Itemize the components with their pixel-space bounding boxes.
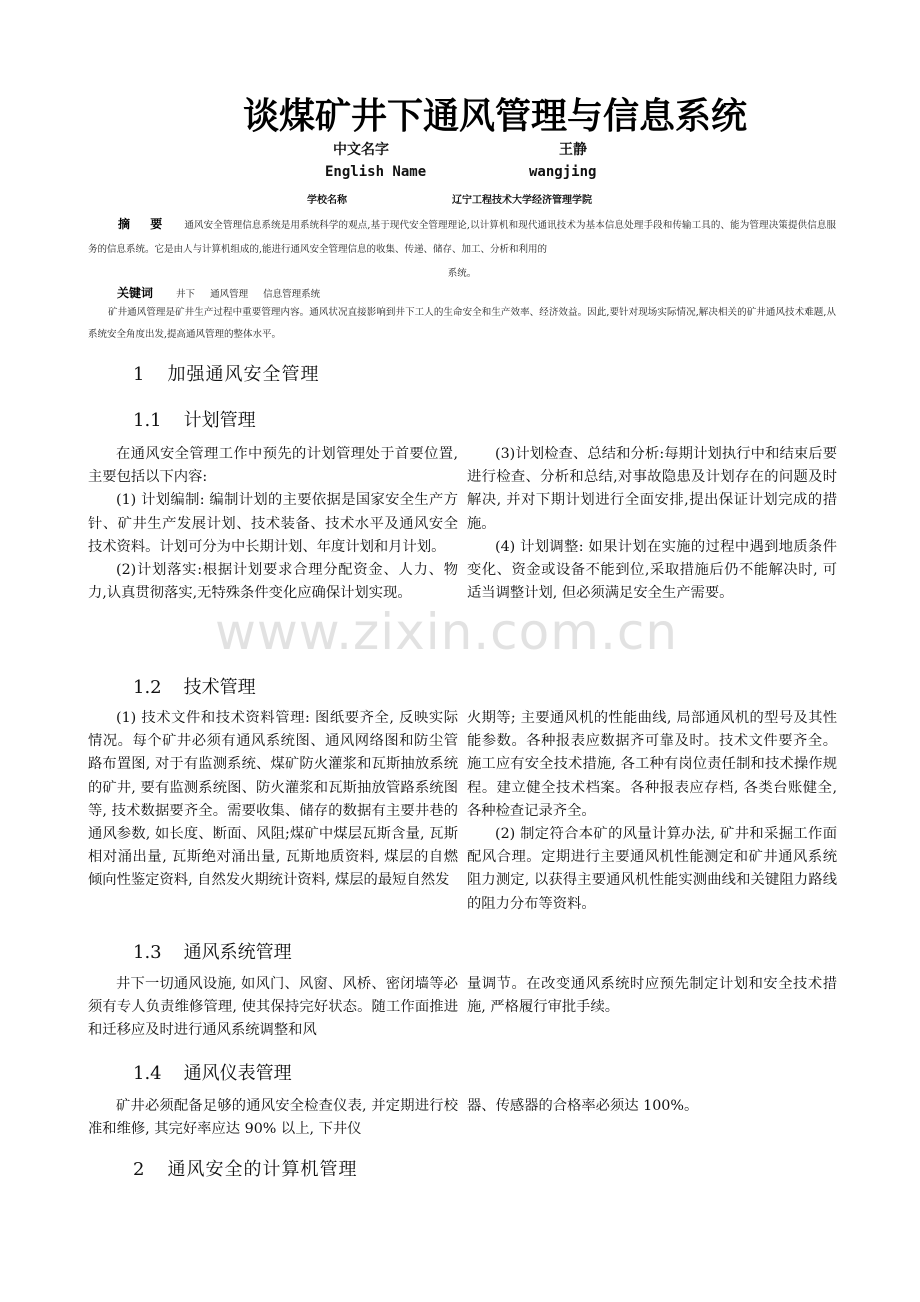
- section-number: 1.4: [133, 1063, 162, 1084]
- keywords: [117, 284, 332, 301]
- paragraph: (2) 制定符合本矿的风量计算办法, 矿井和采掘工作面配风合理。定期进行主要通风机性能测定和矿井通风系统阻力测定, 以获得主要通风机性能实测曲线和关键阻力路线的阻力分布等资料。: [467, 826, 837, 912]
- section-title: 通风仪表管理: [183, 1063, 292, 1084]
- section-2-heading: [133, 1155, 357, 1181]
- paragraph: 量调节。在改变通风系统时应预先制定计划和安全技术措施, 严格履行审批手续。: [467, 976, 837, 1016]
- section-1-heading: [133, 360, 319, 386]
- en-name: wangjing: [529, 164, 597, 180]
- section-title: 加强通风安全管理: [167, 364, 320, 385]
- en-name-label: English Name: [325, 164, 427, 180]
- keyword-item: 信息管理系统: [263, 289, 321, 300]
- section-1-4-right-column: [467, 1095, 837, 1118]
- paragraph: (1) 技术文件和技术资料管理: 图纸要齐全, 反映实际情况。每个矿井必须有通风系统图、通风网络图和防尘管路布置图, 对于有监测系统、煤矿防火灌浆和瓦斯抽放系统的矿井, 要有监测系统图、防火灌浆和瓦斯抽放管路系统图等, 技术数据要齐全。需要收集、储存的数据有主要井巷的通风参数, 如长度、断面、风阻;煤矿中煤层瓦斯含量, 瓦斯相对涌出量, 瓦斯绝对涌出量, 瓦斯地质资料, 煤层的自燃倾向性鉴定资料, 自然发火期统计资料, 煤层的最短自然发: [88, 710, 458, 889]
- section-1-3-right-column: [467, 973, 837, 1019]
- section-1-2-right-column: [467, 707, 837, 916]
- abstract: [88, 212, 836, 286]
- section-1-1-right-column: [467, 443, 837, 605]
- keywords-label: 关键词: [117, 286, 154, 300]
- intro-paragraph: 矿井通风管理是矿井生产过程中重要管理内容。通风状况直接影响到井下工人的生命安全和生产效率、经济效益。因此,要针对现场实际情况,解决相关的矿井通风技术难题,从系统安全角度出发,提高通风管理的整体水平。: [88, 307, 836, 340]
- abstract-label: 摘 要: [118, 217, 167, 231]
- keyword-item: 井下: [176, 289, 196, 300]
- watermark: www.zixin.com.cn: [215, 603, 679, 661]
- section-title: 计划管理: [183, 410, 256, 431]
- section-number: 1.2: [133, 677, 162, 698]
- section-number: 2: [133, 1159, 146, 1180]
- paragraph: (3)计划检查、总结和分析:每期计划执行中和结束后要进行检查、分析和总结,对事故隐患及计划存在的问题及时解决, 并对下期计划进行全面安排,提出保证计划完成的措施。: [467, 446, 837, 532]
- section-1-4-heading: [133, 1059, 292, 1085]
- paragraph: 井下一切通风设施, 如风门、风窗、风桥、密闭墙等必须有专人负责维修管理, 使其保持完好状态。随工作面推进和迁移应及时进行通风系统调整和风: [88, 976, 458, 1039]
- section-title: 技术管理: [183, 677, 256, 698]
- paragraph: 在通风安全管理工作中预先的计划管理处于首要位置,主要包括以下内容:: [88, 446, 458, 486]
- paragraph: 火期等; 主要通风机的性能曲线, 局部通风机的型号及其性能参数。各种报表应数据齐可靠及时。技术文件要齐全。施工应有安全技术措施, 各工种有岗位责任制和技术操作规程。建立健全技术档案。各种报表应存档, 各类台账健全, 各种检查记录齐全。: [467, 710, 837, 819]
- paragraph: (4) 计划调整: 如果计划在实施的过程中遇到地质条件变化、资金或设备不能到位,采取措施后仍不能解决时, 可适当调整计划, 但必须满足安全生产需要。: [467, 538, 837, 602]
- section-1-3-left-column: [88, 973, 458, 1043]
- paper-title: 谈煤矿井下通风管理与信息系统: [242, 96, 747, 137]
- section-1-3-heading: [133, 938, 292, 964]
- paragraph: (1) 计划编制: 编制计划的主要依据是国家安全生产方针、矿井生产发展计划、技术装备、技术水平及通风安全技术资料。计划可分为中长期计划、年度计划和月计划。: [88, 492, 458, 555]
- cn-name-label: 中文名字: [333, 142, 389, 158]
- section-number: 1: [133, 364, 146, 385]
- paragraph: 器、传感器的合格率必须达 100%。: [467, 1098, 699, 1114]
- section-1-1-heading: [133, 406, 256, 432]
- keyword-item: 通风管理: [210, 289, 249, 300]
- paragraph: 矿井必须配备足够的通风安全检查仪表, 并定期进行校准和维修, 其完好率应达 90% 以上, 下井仪: [88, 1098, 458, 1138]
- school-name: 辽宁工程技术大学经济管理学院: [452, 195, 592, 206]
- abstract-text: 通风安全管理信息系统是用系统科学的观点,基于现代安全管理理论,以计算机和现代通讯技术为基本信息处理手段和传输工具的、能为管理决策提供信息服务的信息系统。它是由人与计算机组成的,能进行通风安全管理信息的收集、传递、储存、加工、分析和利用的: [88, 220, 836, 255]
- section-number: 1.1: [133, 410, 162, 431]
- cn-name: 王静: [559, 142, 587, 158]
- school-label: 学校名称: [307, 195, 347, 206]
- section-title: 通风安全的计算机管理: [167, 1159, 358, 1180]
- section-1-4-left-column: [88, 1095, 458, 1141]
- section-number: 1.3: [133, 942, 162, 963]
- paragraph: (2)计划落实:根据计划要求合理分配资金、人力、物力,认真贯彻落实,无特殊条件变化应确保计划实现。: [88, 562, 458, 602]
- section-1-2-heading: [133, 673, 256, 699]
- abstract-tail: 系统。: [447, 268, 477, 279]
- section-1-2-left-column: [88, 707, 458, 893]
- section-1-1-left-column: [88, 443, 458, 605]
- section-title: 通风系统管理: [183, 942, 292, 963]
